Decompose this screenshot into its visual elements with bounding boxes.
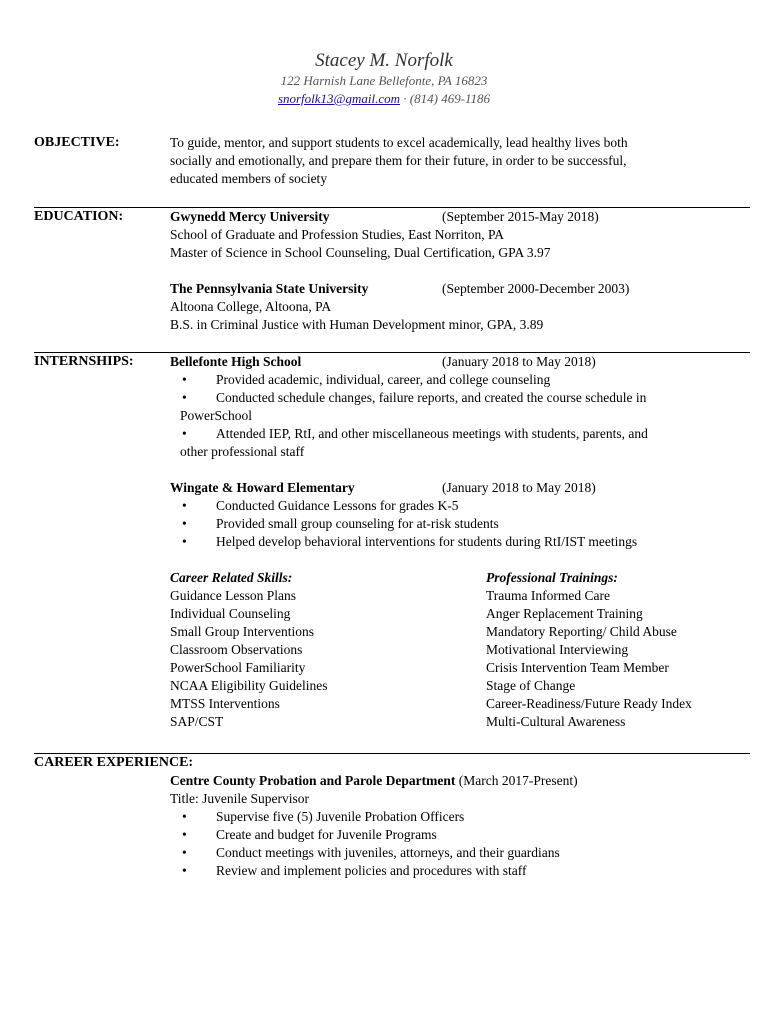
bullet-icon: • <box>182 827 187 842</box>
career-section <box>34 753 750 894</box>
training-item: Career-Readiness/Future Ready Index <box>486 696 692 711</box>
bullet-icon: • <box>182 516 187 531</box>
education-heading: EDUCATION: <box>34 209 124 224</box>
education-detail: School of Graduate and Profession Studies, East Norriton, PA <box>170 227 504 242</box>
internships-heading: INTERNSHIPS: <box>34 354 134 369</box>
objective-line: To guide, mentor, and support students to excel academically, lead healthy lives both <box>170 135 628 150</box>
objective-text <box>170 134 750 188</box>
training-item: Motivational Interviewing <box>486 642 629 657</box>
list-item: • Provided academic, individual, career, and college counseling <box>182 372 551 387</box>
skills-heading: Career Related Skills: <box>170 570 293 585</box>
training-item: Multi-Cultural Awareness <box>486 714 626 729</box>
skill-item: Guidance Lesson Plans <box>170 588 296 603</box>
skill-item: Individual Counseling <box>170 606 291 621</box>
skill-item: MTSS Interventions <box>170 696 280 711</box>
education-entry <box>170 280 750 334</box>
skill-item: NCAA Eligibility Guidelines <box>170 678 328 693</box>
contact-line <box>0 90 768 108</box>
education-detail: Master of Science in School Counseling, Dual Certification, GPA 3.97 <box>170 245 551 260</box>
objective-section <box>34 134 750 194</box>
education-detail: Altoona College, Altoona, PA <box>170 299 332 314</box>
applicant-address: 122 Harnish Lane Bellefonte, PA 16823 <box>280 73 488 88</box>
internship-site: Bellefonte High School <box>170 354 302 369</box>
list-item: • Supervise five (5) Juvenile Probation Officers <box>182 809 465 824</box>
bullet-icon: • <box>182 498 187 513</box>
list-item: • Conducted schedule changes, failure reports, and created the course schedule in PowerSchool <box>180 390 647 423</box>
employment-dates: (March 2017-Present) <box>458 773 578 788</box>
career-entry-header <box>170 772 750 790</box>
bullet-icon: • <box>182 809 187 824</box>
career-heading: CAREER EXPERIENCE: <box>34 755 194 770</box>
trainings-heading: Professional Trainings: <box>486 570 618 585</box>
list-item: • Provided small group counseling for at-risk students <box>182 516 499 531</box>
email-link[interactable]: snorfolk13@gmail.com <box>277 91 401 106</box>
career-body <box>170 772 750 880</box>
internships-section <box>34 352 750 745</box>
internship-site: Wingate & Howard Elementary <box>170 480 355 495</box>
education-detail: B.S. in Criminal Justice with Human Development minor, GPA, 3.89 <box>170 317 544 332</box>
internship-entry-header <box>170 353 750 371</box>
training-item: Mandatory Reporting/ Child Abuse <box>486 624 677 639</box>
bullet-icon: • <box>182 534 187 549</box>
education-section <box>34 207 750 348</box>
training-item: Stage of Change <box>486 678 576 693</box>
list-item: • Conducted Guidance Lessons for grades K-5 <box>182 498 459 513</box>
objective-heading: OBJECTIVE: <box>34 135 120 150</box>
education-entry <box>170 208 750 262</box>
resume-header <box>0 50 768 108</box>
skill-item: Small Group Interventions <box>170 624 314 639</box>
internship-entry <box>170 479 750 551</box>
internship-dates: (January 2018 to May 2018) <box>442 354 596 369</box>
training-item: Trauma Informed Care <box>486 588 610 603</box>
internships-body <box>170 353 750 729</box>
bullet-icon: • <box>182 845 187 860</box>
skills-column <box>170 569 328 731</box>
institution-name: The Pennsylvania State University <box>170 281 369 296</box>
list-item: • Review and implement policies and procedures with staff <box>182 863 527 878</box>
education-body <box>170 208 750 334</box>
bullet-icon: • <box>182 372 187 387</box>
contact-separator: · <box>403 91 407 106</box>
skill-item: PowerSchool Familiarity <box>170 660 306 675</box>
internship-entry-header <box>170 479 750 497</box>
internship-duties <box>170 371 750 461</box>
employer-name: Centre County Probation and Parole Department <box>170 773 456 788</box>
bullet-icon: • <box>182 426 187 441</box>
education-entry-header <box>170 280 750 298</box>
skill-item: Classroom Observations <box>170 642 303 657</box>
list-item: • Attended IEP, RtI, and other miscellaneous meetings with students, parents, and other professional staff <box>180 426 648 459</box>
education-dates: (September 2000-December 2003) <box>442 281 630 296</box>
objective-line: socially and emotionally, and prepare them for their future, in order to be successful, <box>170 153 627 168</box>
career-duties <box>170 808 750 880</box>
list-item: • Helped develop behavioral interventions for students during RtI/IST meetings <box>182 534 638 549</box>
training-item: Anger Replacement Training <box>486 606 643 621</box>
list-item: • Create and budget for Juvenile Programs <box>182 827 437 842</box>
skills-and-trainings <box>170 569 750 729</box>
education-dates: (September 2015-May 2018) <box>442 209 599 224</box>
education-entry-header <box>170 208 750 226</box>
internship-dates: (January 2018 to May 2018) <box>442 480 596 495</box>
institution-name: Gwynedd Mercy University <box>170 209 330 224</box>
internship-duties <box>170 497 750 551</box>
applicant-name: Stacey M. Norfolk <box>315 50 453 71</box>
list-item: • Conduct meetings with juveniles, attorneys, and their guardians <box>182 845 560 860</box>
skill-item: SAP/CST <box>170 714 224 729</box>
trainings-column <box>486 569 692 731</box>
internship-entry <box>170 353 750 461</box>
training-item: Crisis Intervention Team Member <box>486 660 669 675</box>
objective-line: educated members of society <box>170 171 328 186</box>
bullet-icon: • <box>182 863 187 878</box>
phone-number: (814) 469-1186 <box>409 91 491 106</box>
bullet-icon: • <box>182 390 187 405</box>
job-title: Title: Juvenile Supervisor <box>170 791 310 806</box>
